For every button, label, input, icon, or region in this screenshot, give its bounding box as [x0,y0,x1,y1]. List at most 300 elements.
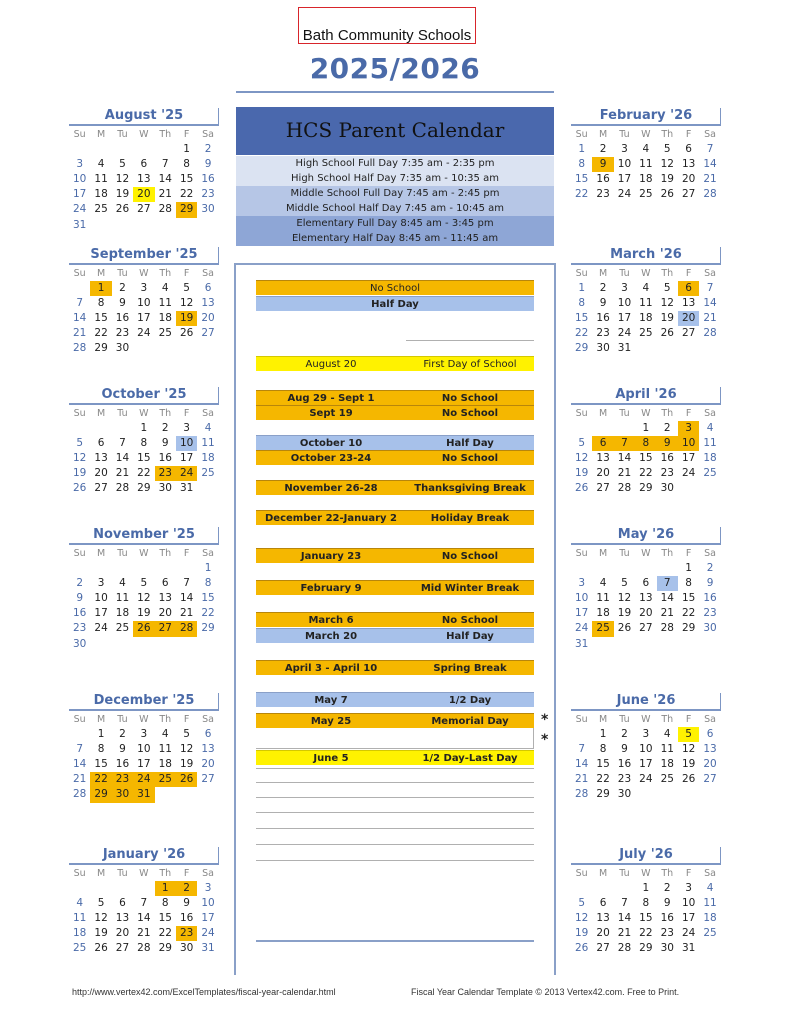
day-cell: 29 [681,622,696,635]
week-row [69,326,219,341]
month-title: September '25 [90,247,198,262]
weekday-label: W [139,713,149,725]
day-cell: 24 [94,622,108,635]
school-hours-row: Middle School Half Day 7:45 am - 10:45 am [236,201,554,216]
day-cell: 17 [617,312,632,325]
day-cell: 2 [176,881,197,896]
event-label: No School [441,615,499,626]
weekday-label: Sa [202,407,214,419]
day-cell: 26 [73,482,87,495]
empty-day-cell [197,637,218,652]
empty-day-cell [614,421,635,436]
weekday-label: Th [661,713,674,725]
empty-day-cell [133,881,154,896]
day-cell: 10 [201,896,215,909]
empty-day-cell [657,341,678,356]
empty-day-cell [657,787,678,802]
day-cell: 28 [115,482,130,495]
day-cell: 4 [161,727,169,740]
week-row [571,561,721,576]
empty-day-cell [571,421,592,436]
day-cell: 19 [617,607,632,620]
day-cell: 7 [119,436,126,449]
day-cell: 2 [161,421,169,434]
day-cell: 3 [183,421,190,434]
weekday-label: Su [73,128,86,140]
weekday-label: Tu [619,547,630,559]
day-cell: 23 [596,327,610,340]
day-cell: 18 [73,927,87,940]
weekday-header [69,266,219,281]
day-cell: 9 [204,157,212,170]
center-frame-right [554,263,556,975]
day-cell: 12 [115,173,130,186]
empty-day-cell [571,561,592,576]
day-cell: 26 [94,942,108,955]
center-frame-top [234,263,556,265]
event-row [256,628,534,643]
weekday-label: M [598,867,608,879]
day-cell: 2 [599,281,607,294]
week-row [571,157,721,172]
week-row [571,326,721,341]
weekday-header [571,127,721,142]
month-title-rule [69,263,219,265]
weekday-label: F [685,128,692,140]
empty-day-cell [678,637,699,652]
day-cell: 23 [201,188,215,201]
day-cell: 20 [201,758,215,771]
event-label: Half Day [446,438,494,449]
day-cell: 7 [614,436,635,451]
event-row [256,510,534,525]
day-cell: 8 [204,576,212,589]
day-cell: 24 [201,927,215,940]
blank-event-line [256,782,534,783]
empty-day-cell [155,341,176,356]
week-row [69,341,219,356]
day-cell: 6 [685,142,692,155]
empty-day-cell [699,481,720,496]
event-label: Half Day [446,631,494,642]
weekday-label: M [96,128,106,140]
weekday-label: W [641,267,651,279]
week-row [69,142,219,157]
day-cell: 31 [681,942,696,955]
day-cell: 26 [115,203,130,216]
event-label: First Day of School [423,359,517,370]
week-row [69,451,219,466]
month-calendar [571,386,721,497]
day-cell: 7 [76,742,84,755]
month-title: March '26 [610,247,682,262]
day-cell: 26 [133,621,154,636]
week-row [571,451,721,466]
day-cell: 7 [706,142,714,155]
day-cell: 17 [681,912,696,925]
day-cell: 30 [158,482,172,495]
day-cell: 10 [73,173,87,186]
day-cell: 22 [158,927,172,940]
day-cell: 25 [703,467,717,480]
day-cell: 21 [617,467,632,480]
empty-day-cell [197,787,218,802]
month-calendar [571,526,721,652]
day-cell: 12 [617,592,632,605]
event-date: December 22-January 2 [265,513,397,524]
day-cell: 13 [137,173,151,186]
month-title-rule [69,403,219,405]
week-row [69,606,219,621]
day-cell: 30 [73,637,87,650]
footer-url[interactable]: http://www.vertex42.com/ExcelTemplates/fiscal-year-calendar.html [72,987,336,997]
day-cell: 28 [703,188,717,201]
day-cell: 16 [115,312,130,325]
day-cell: 30 [617,788,632,801]
day-cell: 9 [592,157,613,172]
day-cell: 30 [179,942,194,955]
month-title: January '26 [102,847,186,862]
day-cell: 5 [119,157,126,170]
empty-day-cell [69,561,90,576]
weekday-label: Th [661,867,674,879]
blank-event-line [256,812,534,813]
day-cell: 7 [706,281,714,294]
day-cell: 2 [119,281,126,294]
week-row [571,436,721,451]
weekday-label: Sa [704,128,716,140]
month-title-rule [571,543,721,545]
day-cell: 23 [115,327,130,340]
day-cell: 12 [681,742,696,755]
weekday-label: F [183,547,190,559]
day-cell: 15 [94,758,108,771]
day-cell: 1 [642,421,650,434]
weekday-label: W [641,407,651,419]
day-cell: 25 [201,467,215,480]
day-cell: 9 [119,742,126,755]
day-cell: 22 [596,773,610,786]
day-cell: 18 [660,758,674,771]
month-calendar [571,692,721,803]
day-cell: 15 [596,758,610,771]
day-cell: 3 [76,157,84,170]
asterisk-note: * [541,732,549,748]
weekday-label: Su [73,867,86,879]
weekday-label: Tu [619,713,630,725]
day-cell: 9 [657,436,678,451]
day-cell: 1 [599,727,607,740]
day-cell: 4 [642,142,650,155]
day-cell: 5 [183,727,190,740]
week-row [69,591,219,606]
event-row [256,750,534,765]
day-cell: 21 [115,467,130,480]
weekday-header [69,406,219,421]
day-cell: 19 [115,188,130,201]
blank-event-line [256,844,534,845]
day-cell: 11 [73,912,87,925]
day-cell: 5 [663,281,671,294]
day-cell: 21 [660,607,674,620]
empty-day-cell [635,787,656,802]
day-cell: 11 [201,436,215,449]
day-cell: 22 [179,188,194,201]
month-calendar [69,526,219,652]
empty-day-cell [176,637,197,652]
day-cell: 12 [575,452,589,465]
day-cell: 28 [660,622,674,635]
day-cell: 18 [158,312,172,325]
day-cell: 19 [575,467,589,480]
day-cell: 3 [578,576,586,589]
blank-event-line [256,828,534,829]
day-cell: 9 [621,742,628,755]
day-cell: 5 [183,281,190,294]
school-year-title: 2025/2026 [309,52,481,85]
weekday-label: W [641,547,651,559]
day-cell: 1 [140,421,148,434]
week-row [69,727,219,742]
day-cell: 19 [660,173,674,186]
day-cell: 15 [201,592,215,605]
event-row [256,692,534,707]
event-date: May 7 [314,695,348,706]
day-cell: 26 [660,327,674,340]
day-cell: 18 [201,452,215,465]
event-row [256,713,534,728]
school-name: Bath Community Schools [298,7,476,44]
weekday-header [571,546,721,561]
event-date: March 20 [304,631,358,642]
weekday-label: Sa [202,128,214,140]
day-cell: 16 [596,312,610,325]
empty-day-cell [90,561,111,576]
empty-day-cell [112,142,133,157]
day-cell: 16 [201,173,215,186]
week-row [571,296,721,311]
day-cell: 15 [639,912,653,925]
event-label: 1/2 Day [448,695,492,706]
day-cell: 3 [97,576,105,589]
week-row [69,157,219,172]
day-cell: 16 [73,607,87,620]
day-cell: 14 [158,173,172,186]
weekday-label: M [598,713,608,725]
day-cell: 22 [639,927,653,940]
weekday-label: F [685,713,692,725]
weekday-label: Sa [704,547,716,559]
day-cell: 9 [161,436,169,449]
weekday-label: Sa [704,867,716,879]
day-cell: 20 [596,467,610,480]
weekday-label: W [139,407,149,419]
day-cell: 8 [183,157,190,170]
weekday-label: M [96,867,106,879]
day-cell: 20 [115,927,130,940]
day-cell: 27 [681,188,696,201]
event-label: Memorial Day [431,716,509,727]
month-calendar [571,107,721,202]
school-hours-row: High School Half Day 7:35 am - 10:35 am [236,171,554,186]
title-divider [236,91,554,93]
day-cell: 1 [90,281,111,296]
month-title: June '26 [616,693,676,708]
day-cell: 15 [575,173,589,186]
weekday-label: F [183,267,190,279]
day-cell: 6 [642,576,650,589]
day-cell: 9 [119,296,126,309]
day-cell: 16 [660,912,674,925]
day-cell: 19 [137,607,151,620]
day-cell: 1 [204,561,212,574]
month-calendar [69,246,219,357]
day-cell: 4 [706,421,714,434]
empty-day-cell [197,481,218,496]
week-row [571,772,721,787]
day-cell: 28 [703,327,717,340]
event-date: November 26-28 [284,483,378,494]
day-cell: 25 [592,621,613,636]
event-date: April 3 - April 10 [284,663,378,674]
empty-day-cell [699,637,720,652]
week-row [571,281,721,296]
day-cell: 21 [137,927,151,940]
weekday-label: Tu [619,407,630,419]
day-cell: 20 [133,187,154,202]
day-cell: 27 [137,203,151,216]
event-date: June 5 [313,753,349,764]
event-gap-box [256,728,534,749]
event-date: August 20 [305,359,357,370]
blank-event-line [406,340,534,341]
day-cell: 11 [703,436,717,449]
weekday-label: W [641,713,651,725]
weekday-label: Th [661,267,674,279]
day-cell: 26 [617,622,632,635]
week-row [69,296,219,311]
event-date: January 23 [300,551,362,562]
day-cell: 5 [621,576,628,589]
day-cell: 17 [575,607,589,620]
weekday-label: Su [73,407,86,419]
day-cell: 7 [621,896,628,909]
weekday-label: M [598,407,608,419]
day-cell: 19 [73,467,87,480]
month-title: December '25 [93,693,195,708]
day-cell: 16 [703,592,717,605]
week-row [571,576,721,591]
week-row [69,911,219,926]
day-cell: 10 [617,296,632,309]
day-cell: 9 [706,576,714,589]
empty-day-cell [678,481,699,496]
day-cell: 23 [73,622,87,635]
day-cell: 22 [201,607,215,620]
day-cell: 5 [678,727,699,742]
weekday-label: M [96,267,106,279]
month-title-rule [69,124,219,126]
day-cell: 13 [703,742,717,755]
empty-day-cell [112,218,133,233]
day-cell: 14 [575,758,589,771]
event-row [256,435,534,450]
day-cell: 17 [681,452,696,465]
day-cell: 24 [575,622,589,635]
day-cell: 14 [703,157,717,170]
day-cell: 14 [137,912,151,925]
weekday-label: Sa [704,407,716,419]
day-cell: 31 [201,942,215,955]
day-cell: 11 [115,592,130,605]
blank-event-line [256,768,534,769]
day-cell: 10 [678,436,699,451]
day-cell: 13 [115,912,130,925]
empty-day-cell [699,787,720,802]
event-row [256,548,534,563]
event-label: Thanksgiving Break [414,483,526,494]
day-cell: 28 [158,203,172,216]
day-cell: 27 [639,622,653,635]
empty-day-cell [635,561,656,576]
empty-day-cell [155,218,176,233]
day-cell: 16 [617,758,632,771]
day-cell: 8 [685,576,692,589]
empty-day-cell [678,341,699,356]
day-cell: 14 [115,452,130,465]
day-cell: 18 [639,173,653,186]
day-cell: 27 [201,327,215,340]
day-cell: 9 [76,592,84,605]
week-row [571,637,721,652]
legend-no-school [256,280,534,295]
day-cell: 15 [639,452,653,465]
week-row [571,911,721,926]
blank-event-line [256,797,534,798]
day-cell: 28 [176,621,197,636]
day-cell: 30 [201,203,215,216]
day-cell: 24 [617,327,632,340]
day-cell: 20 [94,467,108,480]
day-cell: 13 [681,157,696,170]
day-cell: 14 [73,758,87,771]
day-cell: 29 [90,787,111,802]
weekday-label: Tu [619,267,630,279]
day-cell: 24 [137,327,151,340]
day-cell: 23 [660,927,674,940]
day-cell: 12 [94,912,108,925]
month-title: July '26 [619,847,673,862]
day-cell: 2 [621,727,628,740]
day-cell: 27 [115,942,130,955]
day-cell: 25 [660,773,674,786]
day-cell: 13 [158,592,172,605]
month-title-rule [69,863,219,865]
weekday-header [571,712,721,727]
month-calendar [69,846,219,957]
school-hours-row: Elementary Full Day 8:45 am - 3:45 pm [236,216,554,231]
empty-day-cell [657,561,678,576]
day-cell: 13 [596,912,610,925]
day-cell: 6 [204,281,212,294]
day-cell: 29 [158,942,172,955]
empty-day-cell [133,218,154,233]
day-cell: 6 [592,436,613,451]
day-cell: 4 [119,576,126,589]
week-row [69,172,219,187]
day-cell: 17 [137,758,151,771]
week-row [571,311,721,326]
